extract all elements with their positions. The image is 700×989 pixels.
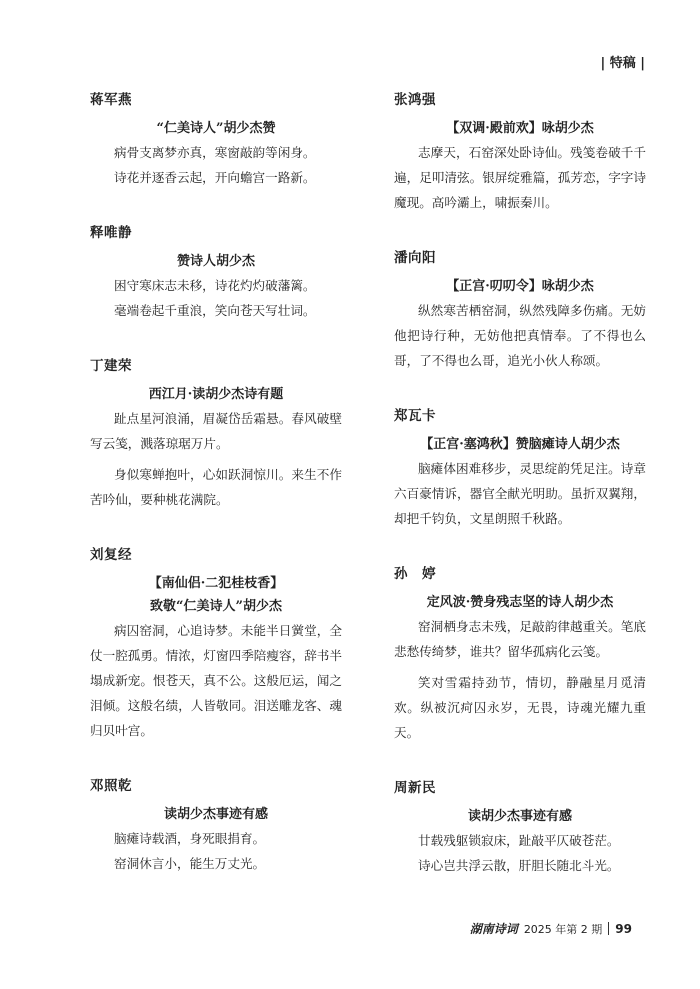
poem-title: 定风波·赞身残志坚的诗人胡少杰 (426, 595, 614, 610)
poem-line: 纵然寒苦栖窑洞，纵然残障多伤痛。无妨他把诗行种，无妨他把真情奉。了不得也么哥，了不得也么哥，追光小伙人称颂。 (394, 303, 646, 368)
poem-line: 廿载残躯锁寂床，趾敲平仄破苍茫。 (418, 833, 620, 848)
poem-line: 病囚窑洞，心追诗梦。未能半日黉堂，全仗一腔孤勇。情浓，灯窗四季陪瘦容，辞书半塌成新宠。恨苍天，真不公。这般厄运，闻之泪倾。这般名绩，人皆敬同。泪送雕龙客、魂归贝叶宫。 (90, 623, 342, 738)
poem-entry (394, 404, 646, 531)
section-tag: | 特稿 | (600, 56, 645, 71)
poem-author: 蒋军燕 (90, 92, 132, 108)
poem-title: 【南仙侣·二犯桂枝香】 (148, 576, 284, 591)
poem-author: 潘向阳 (394, 250, 436, 266)
poem-line: 毫端卷起千重浪，笑向苍天写壮词。 (114, 303, 316, 318)
poem-title: 读胡少杰事迹有感 (163, 807, 268, 822)
poem-line: 脑瘫体困难移步，灵思绽韵凭足注。诗章六百豪情诉，器官全献光明助。虽折双翼翔，却把千钧负，文星朗照千秋路。 (394, 461, 646, 526)
page-number: 99 (615, 921, 632, 936)
poem-author: 丁建荣 (90, 358, 132, 374)
poem-title: “仁美诗人”胡少杰赞 (156, 121, 276, 136)
page-footer (470, 920, 632, 937)
poem-subtitle: 致敬“仁美诗人”胡少杰 (150, 599, 282, 614)
poem-entry (90, 88, 342, 190)
poem-line: 窑洞栖身志未残，足敲韵律越重关。笔底悲愁传绮梦，谁共？留华孤病化云笺。 (394, 619, 646, 659)
poem-entry (394, 246, 646, 373)
poem-entry (394, 562, 646, 745)
poem-line: 志摩天，石窑深处卧诗仙。残笺卷破千千遍，足叩清弦。银屏绽雅篇，孤芳恋，字字诗魔现。高吟灞上，啸振秦川。 (394, 145, 646, 210)
poem-line: 诗心岂共浮云散，肝胆长随北斗光。 (418, 858, 620, 873)
poem-line: 诗花并逐香云起，开向蟾宫一路新。 (114, 170, 316, 185)
left-column (90, 88, 342, 907)
poem-author: 刘复经 (90, 547, 132, 563)
poem-line: 身似寒蝉抱叶，心如跃洞惊川。来生不作苦吟仙，要种桃花满院。 (90, 467, 342, 507)
poem-author: 张鸿强 (394, 92, 436, 108)
poem-entry (90, 543, 342, 743)
poem-title: 【正宫·塞鸿秋】赞脑瘫诗人胡少杰 (420, 437, 620, 452)
poem-entry (90, 354, 342, 512)
poem-line: 病骨支离梦亦真，寒窗敲韵等闲身。 (114, 145, 316, 160)
poem-entry (90, 774, 342, 876)
poem-author: 孙 婷 (394, 566, 436, 582)
issue-label: 2025 年第 2 期 (523, 922, 603, 936)
poem-author: 邓照乾 (90, 778, 132, 794)
poem-line: 窑洞休言小，能生万丈光。 (114, 856, 266, 871)
poem-author: 周新民 (394, 780, 436, 796)
poem-entry (90, 221, 342, 323)
poem-title: 西江月·读胡少杰诗有题 (148, 387, 284, 402)
poem-entry (394, 776, 646, 878)
poem-line: 困守寒床志未移，诗花灼灼破藩篱。 (114, 278, 316, 293)
poem-line: 笑对雪霜持劲节，情切，静融星月觅清欢。纵被沉疴囚永岁，无畏，诗魂光耀九重天。 (394, 675, 646, 740)
poem-title: 读胡少杰事迹有感 (467, 809, 572, 824)
poem-author: 释唯静 (90, 225, 132, 241)
poem-line: 趾点星河浪涌，眉凝岱岳霜悬。春风破壁写云笺，溅落琼琚万片。 (90, 411, 342, 451)
poem-title: 【正宫·叨叨令】咏胡少杰 (446, 279, 594, 294)
magazine-name: 湖南诗词 (469, 922, 518, 936)
poem-title: 【双调·殿前欢】咏胡少杰 (446, 121, 594, 136)
poem-title: 赞诗人胡少杰 (176, 254, 255, 269)
poem-author: 郑瓦卡 (394, 408, 436, 424)
poem-entry (394, 88, 646, 215)
right-column (394, 88, 646, 909)
footer-divider (608, 922, 609, 935)
poem-line: 脑瘫诗载酒，身死眼捐育。 (114, 831, 266, 846)
